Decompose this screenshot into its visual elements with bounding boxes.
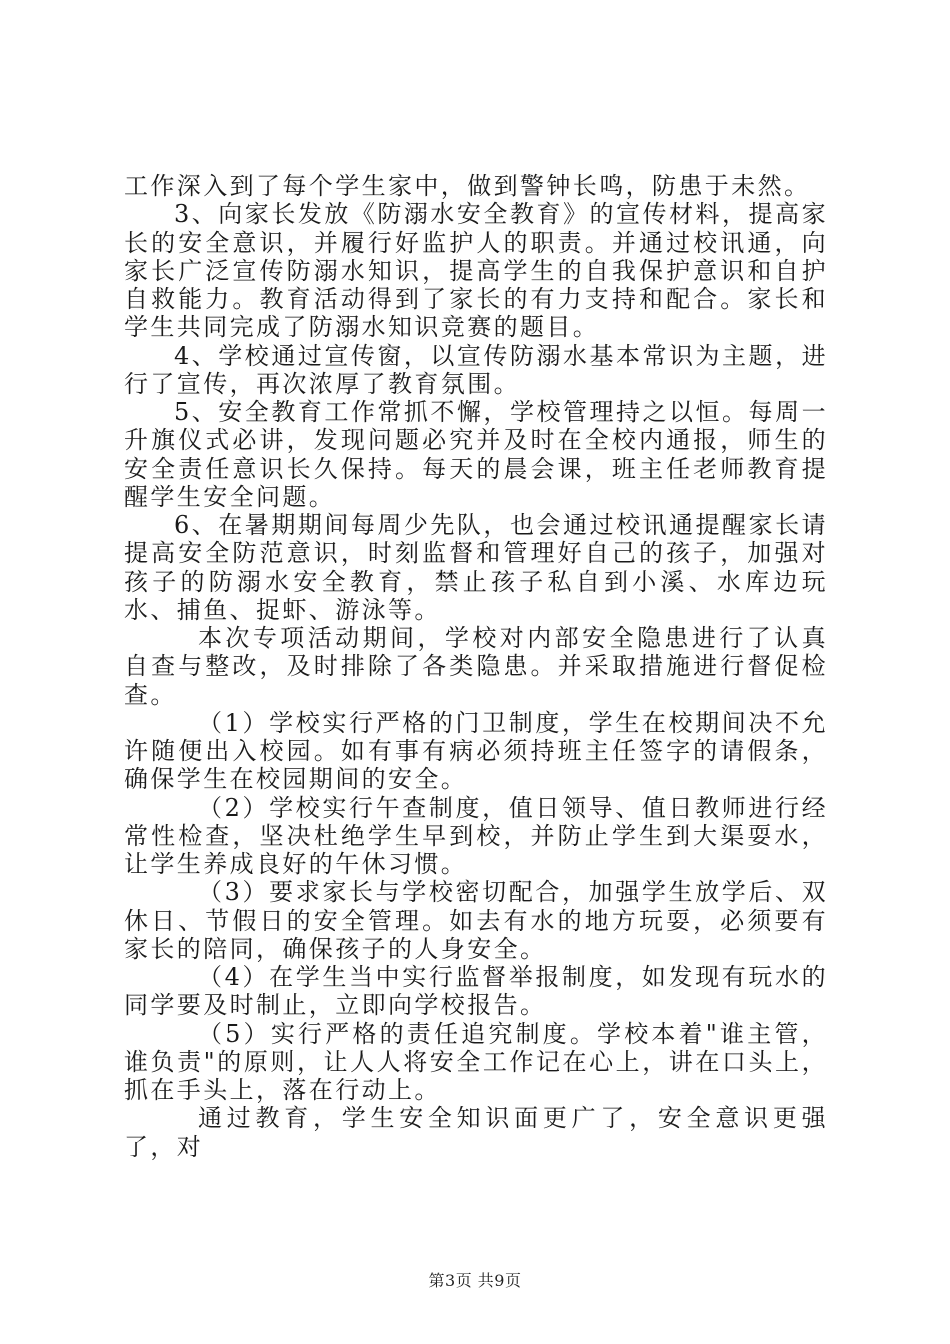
paragraph-measure-1: （1）学校实行严格的门卫制度，学生在校期间决不允许随便出入校园。如有事有病必须持班主任签字的请假条，确保学生在校园期间的安全。: [124, 708, 828, 794]
paragraph-continuation: 工作深入到了每个学生家中，做到警钟长鸣，防患于未然。: [124, 172, 811, 200]
paragraph-item-5: 5、安全教育工作常抓不懈，学校管理持之以恒。每周一升旗仪式必讲，发现问题必究并及时在全校内通报，师生的安全责任意识长久保持。每天的晨会课，班主任老师教育提醒学生安全问题。: [124, 398, 828, 511]
paragraph-measure-3: （3）要求家长与学校密切配合，加强学生放学后、双休日、节假日的安全管理。如去有水的地方玩耍，必须要有家长的陪同，确保孩子的人身安全。: [124, 878, 828, 963]
page-footer: 第3页 共9页: [428, 1271, 522, 1290]
paragraph-item-4: 4、学校通过宣传窗，以宣传防溺水基本常识为主题，进行了宣传，再次浓厚了教育氛围。: [124, 341, 828, 398]
paragraph-measure-4: （4）在学生当中实行监督举报制度，如发现有玩水的同学要及时制止，立即向学校报告。: [124, 963, 828, 1020]
paragraph-measure-2: （2）学校实行午查制度，值日领导、值日教师进行经常性检查，坚决杜绝学生早到校，并防止学生到大渠耍水，让学生养成良好的午休习惯。: [124, 793, 828, 878]
paragraph-inspection-intro: 本次专项活动期间，学校对内部安全隐患进行了认真自查与整改，及时排除了各类隐患。并采取措施进行督促检查。: [124, 624, 828, 709]
paragraph-measure-5: （5）实行严格的责任追究制度。学校本着"谁主管，谁负责"的原则，让人人将安全工作记在心上，讲在口头上，抓在手头上，落在行动上。: [124, 1019, 828, 1104]
paragraph-conclusion: 通过教育，学生安全知识面更广了，安全意识更强了，对: [124, 1104, 828, 1161]
paragraph-item-6: 6、在暑期期间每周少先队，也会通过校讯通提醒家长请提高安全防范意识，时刻监督和管理好自己的孩子，加强对孩子的防溺水安全教育，禁止孩子私自到小溪、水库边玩水、捕鱼、捉虾、游泳等。: [124, 511, 828, 624]
paragraph-item-3: 3、向家长发放《防溺水安全教育》的宣传材料，提高家长的安全意识，并履行好监护人的职责。并通过校讯通，向家长广泛宣传防溺水知识，提高学生的自我保护意识和自护自救能力。教育活动得到了家长的有力支持和配合。家长和学生共同完成了防溺水知识竞赛的题目。: [124, 200, 828, 342]
body-text: [124, 172, 828, 1161]
